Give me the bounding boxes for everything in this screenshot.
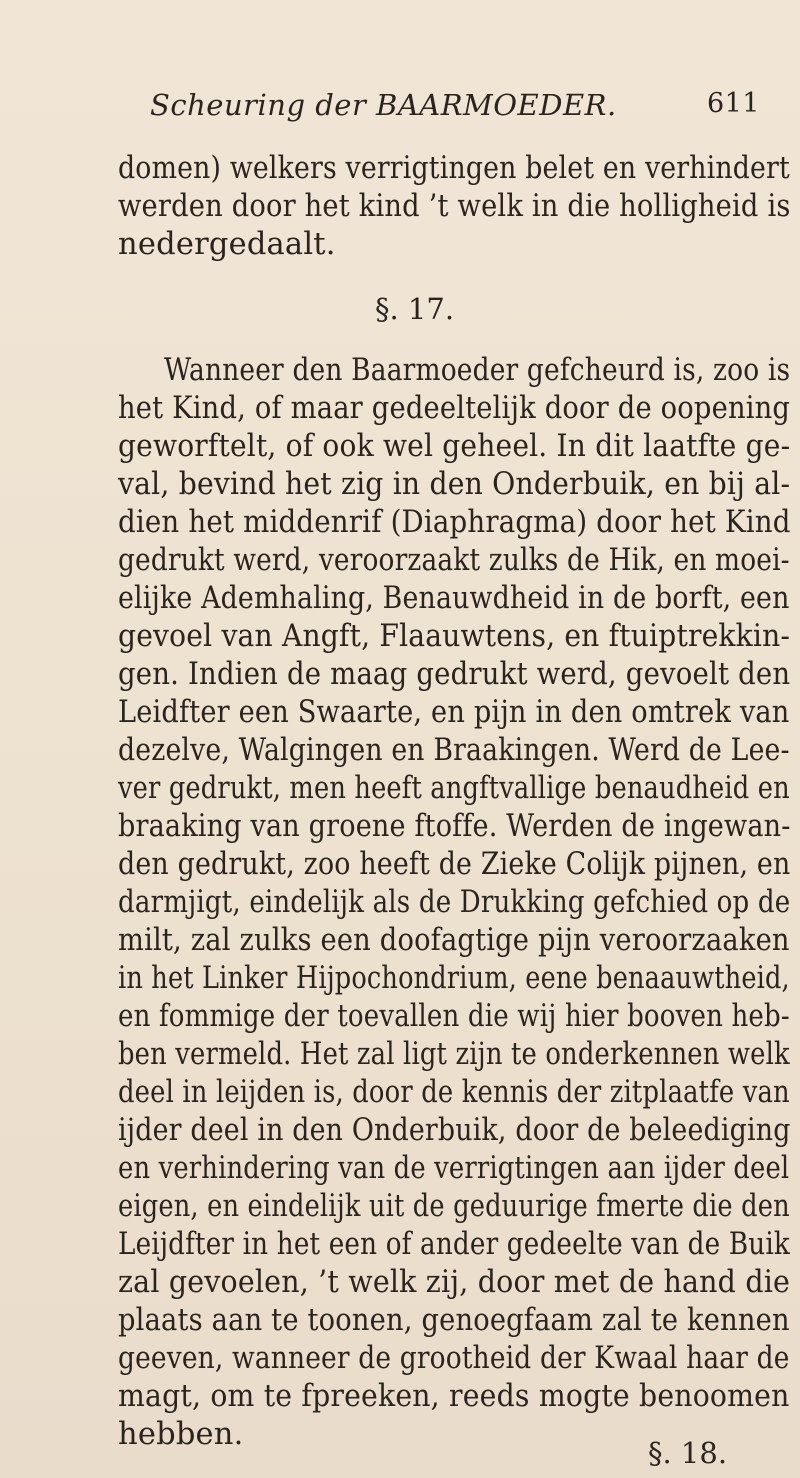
text-line: milt, zal zulks een doofagtige pijn veroorzaaken [118,923,790,958]
text-line: domen) welkers verrigtingen belet en verhindert [118,151,790,186]
text-line: hebben. [118,1417,244,1452]
section-heading: §. 17. [375,292,455,326]
text-line: het Kind, of maar gedeeltelijk door de oopening [118,391,791,426]
text-line: ver gedrukt, men heeft angftvallige benaudheid en [118,771,790,806]
text-line: ijder deel in den Onderbuik, door de beleediging [118,1113,791,1148]
running-title: Scheuring der BAARMOEDER. [150,88,617,122]
text-line: gedrukt werd, veroorzaakt zulks de Hik, en moei- [118,543,790,578]
text-line: plaats aan te toonen, genoegfaam zal te kennen [118,1303,790,1338]
text-line: en fommige der toevallen die wij hier booven heb- [118,999,790,1034]
text-line: geeven, wanneer de grootheid der Kwaal haar de [118,1341,790,1376]
text-line: dien het middenrif (Diaphragma) door het Kind [118,505,791,540]
text-line: Leidfter een Swaarte, en pijn in den omtrek van [118,695,790,730]
text-line: zal gevoelen, ’t welk zij, door met de hand die [118,1265,791,1300]
text-line: Wanneer den Baarmoeder gefcheurd is, zoo is [164,353,791,388]
text-line: gevoel van Angft, Flaauwtens, en ftuiptrekkin- [118,619,791,654]
running-head [150,88,760,128]
text-line: werden door het kind ’t welk in die holligheid is [118,189,791,224]
text-line: geworftelt, of ook wel geheel. In dit laatfte ge- [118,429,791,464]
text-line: magt, om te fpreeken, reeds mogte benoomen [118,1379,790,1414]
text-line: nedergedaalt. [118,227,336,262]
text-line: eigen, en eindelijk uit de geduurige fmerte die den [118,1189,790,1224]
text-line: den gedrukt, zoo heeft de Zieke Colijk pijnen, en [118,847,791,882]
text-line: braaking van groene ftoffe. Werden de ingewan- [118,809,791,844]
text-line: val, bevind het zig in den Onderbuik, en bij al- [118,467,791,502]
text-line: en verhindering van de verrigtingen aan ijder deel [118,1151,790,1186]
text-line: in het Linker Hijpochondrium, eene benaauwtheid, [118,961,790,996]
text-line: gen. Indien de maag gedrukt werd, gevoelt den [118,657,791,692]
text-line: dezelve, Walgingen en Braakingen. Werd de Lee- [118,733,790,768]
text-line: darmjigt, eindelijk als de Drukking gefchied op de [118,885,791,920]
text-line: Leijdfter in het een of ander gedeelte van de Buik [118,1227,790,1262]
text-line: ben vermeld. Het zal ligt zijn te onderkennen welk [118,1037,790,1072]
text-line: deel in leijden is, door de kennis der zitplaatfe van [118,1075,790,1110]
section-heading: §. 18. [648,1436,728,1470]
page-number: 611 [706,88,760,119]
text-line: elijke Ademhaling, Benauwdheid in de borft, een [118,581,790,616]
